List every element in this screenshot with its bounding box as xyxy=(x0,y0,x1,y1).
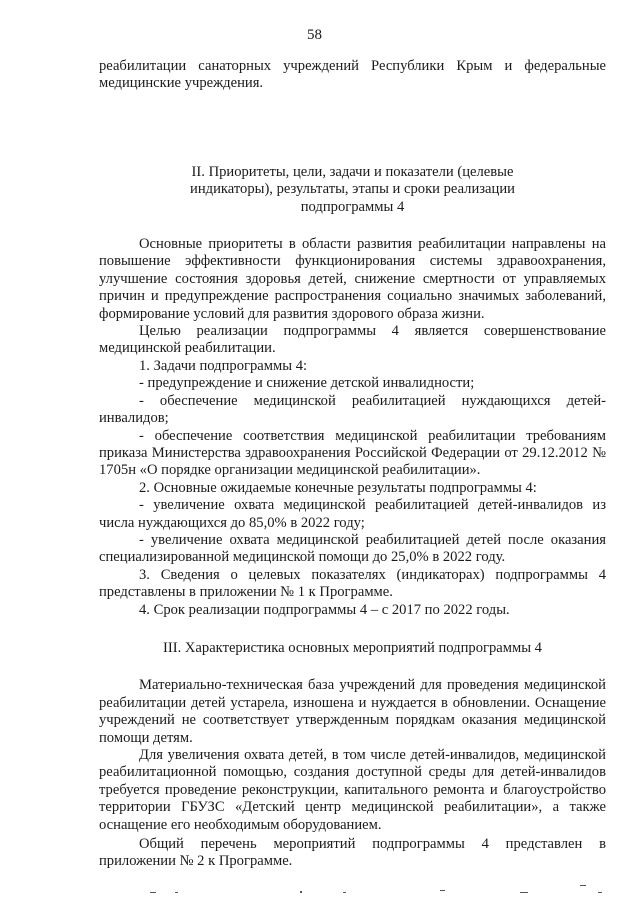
scan-specks xyxy=(0,880,629,905)
paragraph: Для увеличения охвата детей, в том числе детей-инвалидов, медицинской реабилитационной помощью, создания доступной среды для детей-инвалидов требуется проведение реконструкции, капитального ремонта и благоустройство территории ГБУЗС «Детский центр медицинской реабилитации», а также оснащение его необходимым оборудованием. xyxy=(99,747,606,833)
list-item: - обеспечение медицинской реабилитацией нуждающихся детей-инвалидов; xyxy=(99,392,606,427)
list-item: - предупреждение и снижение детской инвалидности; xyxy=(139,375,475,392)
paragraph: Материально-техническая база учреждений для проведения медицинской реабилитации детей устарела, изношена и нуждается в обновлении. Оснащение учреждений не соответствует утвержденным порядкам оказания медицинской помощи детям. xyxy=(99,677,606,746)
section-3-body xyxy=(99,677,606,870)
paragraph: 4. Срок реализации подпрограммы 4 – с 2017 по 2022 годы. xyxy=(139,601,510,618)
page-content xyxy=(99,58,606,871)
list-item: - увеличение охвата медицинской реабилитацией детей-инвалидов из числа нуждающихся до 85,0% в 2022 году; xyxy=(99,497,606,531)
page-number: 58 xyxy=(307,27,322,43)
section-3-heading: III. Характеристика основных мероприятий подпрограммы 4 xyxy=(163,639,542,656)
list-heading: 1. Задачи подпрограммы 4: xyxy=(139,357,308,374)
paragraph: 3. Сведения о целевых показателях (индикаторах) подпрограммы 4 представлены в приложении № 1 к Программе. xyxy=(99,566,606,601)
section-2-body xyxy=(99,236,606,619)
paragraph: Общий перечень мероприятий подпрограммы 4 представлен в приложении № 2 к Программе. xyxy=(99,836,606,870)
paragraph: Основные приоритеты в области развития реабилитации направлены на повышение эффективности функционирования системы здравоохранения, улучшение состояния здоровья детей, снижение смертности от управляемых причин и предупреждение распространения социально значимых заболеваний, формирование условий для развития здорового образа жизни. xyxy=(99,236,606,322)
intro-paragraph: реабилитации санаторных учреждений Республики Крым и федеральные медицинские учреждения. xyxy=(99,58,606,92)
list-item: - увеличение охвата медицинской реабилитацией детей после оказания специализированной медицинской помощи до 25,0% в 2022 году. xyxy=(99,531,606,566)
list-heading: 2. Основные ожидаемые конечные результаты подпрограммы 4: xyxy=(139,479,537,496)
paragraph: Целью реализации подпрограммы 4 является совершенствование медицинской реабилитации. xyxy=(99,323,606,357)
section-2-heading: II. Приоритеты, цели, задачи и показатели (целевые индикаторы), результаты, этапы и сроки реализации подпрограммы 4 xyxy=(190,163,515,215)
list-item: - обеспечение соответствия медицинской реабилитации требованиям приказа Министерства здравоохранения Российской Федерации от 29.12.2012 № 1705н «О порядке организации медицинской реабилитации». xyxy=(99,427,606,479)
